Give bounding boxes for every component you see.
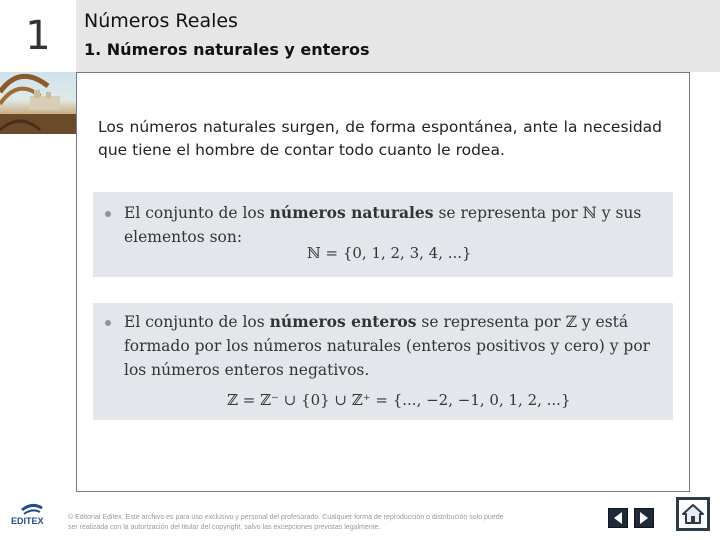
section-subtitle: 1. Números naturales y enteros (84, 40, 370, 59)
editex-logo-text: EDITEX (11, 516, 44, 526)
enteros-text (124, 310, 664, 382)
side-photo (0, 72, 76, 134)
arches-image (0, 72, 76, 134)
home-button[interactable] (676, 497, 710, 531)
prev-button[interactable] (608, 508, 628, 528)
naturales-text-after: se representa por ℕ y sus elementos son: (124, 204, 642, 246)
naturales-term: números naturales (269, 203, 434, 222)
next-arrow-icon (637, 511, 651, 525)
naturales-text-before: El conjunto de los (124, 204, 270, 222)
bullet-icon (105, 211, 111, 217)
enteros-text-after: se representa por ℤ y está formado por los números naturales (enteros positivos y cero) y por los números enteros negativos. (124, 313, 651, 379)
page-title: Números Reales (84, 10, 238, 32)
copyright-notice: © Editorial Editex. Este archivo es para uso exclusivo y personal del profesorado. Cualquier forma de reproducción o distribución solo puede ser realizada con la autorización del titular del copyright, salvo las excepciones previstas legalmente. (68, 514, 504, 531)
enteros-formula: ℤ = ℤ⁻ ∪ {0} ∪ ℤ⁺ = {..., −2, −1, 0, 1, 2, ...} (227, 391, 571, 409)
intro-paragraph: Los números naturales surgen, de forma espontánea, ante la necesidad que tiene el hombre de contar todo cuanto le rodea. (98, 118, 662, 159)
naturales-text (124, 201, 664, 249)
naturales-definition-box (93, 192, 673, 277)
enteros-term: números enteros (269, 312, 417, 331)
naturales-formula: ℕ = {0, 1, 2, 3, 4, ...} (307, 244, 472, 262)
bullet-icon (105, 320, 111, 326)
enteros-definition-box (93, 303, 673, 420)
home-icon (681, 503, 705, 525)
enteros-text-before: El conjunto de los (124, 313, 270, 331)
header-bar (76, 0, 720, 72)
next-button[interactable] (634, 508, 654, 528)
chapter-number: 1 (0, 0, 76, 72)
prev-arrow-icon (611, 511, 625, 525)
